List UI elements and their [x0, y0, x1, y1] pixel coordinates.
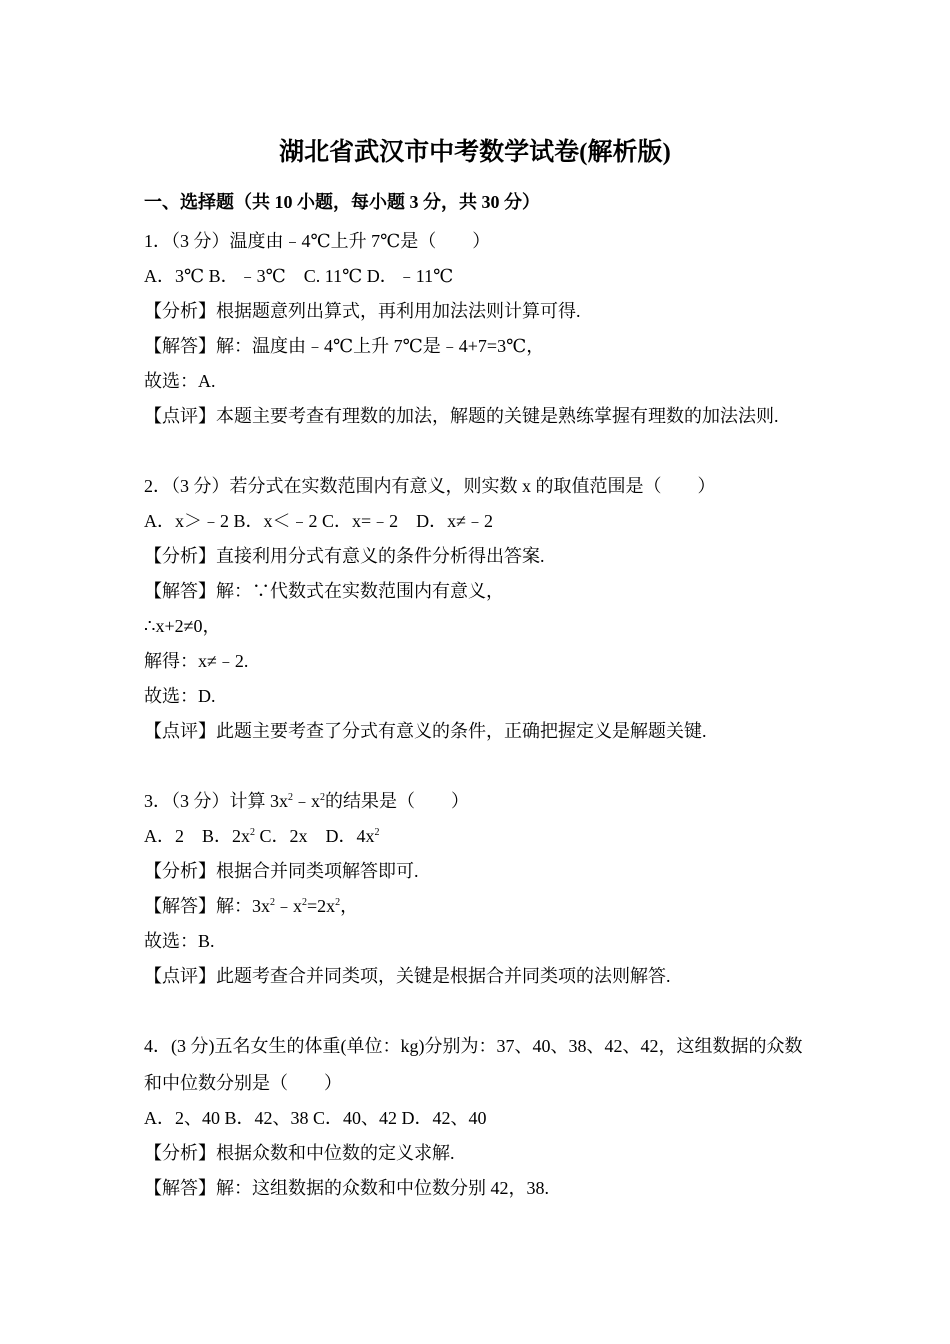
q2-choice: 故选：D.	[144, 686, 216, 706]
q4-options: A．2、40 B．42、38 C．40、42 D．42、40	[144, 1108, 487, 1128]
q3-options: A．2 B．$2x^2$ C．2x D．$4x^2$	[144, 826, 380, 846]
q1-choice: 故选：A.	[144, 371, 216, 391]
q2-analysis: 【分析】直接利用分式有意义的条件分析得出答案.	[144, 546, 545, 566]
q2-answer: 【解答】解：∵代数式在实数范围内有意义，	[144, 581, 504, 601]
document-title: 湖北省武汉市中考数学试卷(解析版)	[279, 139, 671, 166]
q1-comment: 【点评】本题主要考查有理数的加法，解题的关键是熟练掌握有理数的加法法则.	[144, 406, 779, 426]
q2-comment: 【点评】此题主要考查了分式有意义的条件，正确把握定义是解题关键.	[144, 721, 707, 741]
q4-stem-line1: 4．(3 分)五名女生的体重(单位：kg)分别为：37、40、38、42、42，这组数据的众数	[144, 1036, 803, 1056]
q3-comment: 【点评】此题考查合并同类项，关键是根据合并同类项的法则解答.	[144, 966, 671, 986]
q2-options: A．x＞﹣2 B．x＜﹣2 C．x=﹣2 D．x≠﹣2	[144, 511, 494, 531]
q2-stem: 2．（3 分）若分式在实数范围内有意义，则实数 x 的取值范围是（ ）	[144, 476, 716, 496]
q3-choice: 故选：B.	[144, 931, 215, 951]
q4-analysis: 【分析】根据众数和中位数的定义求解.	[144, 1143, 455, 1163]
q1-options: A．3℃ B．﹣3℃ C. 11℃ D．﹣11℃	[144, 266, 454, 286]
q3-stem: 3．（3 分）计算 $3x^2﹣x^2$的结果是（ ）	[144, 791, 469, 811]
q3-analysis: 【分析】根据合并同类项解答即可.	[144, 861, 419, 881]
section-heading: 一、选择题（共 10 小题，每小题 3 分，共 30 分）	[144, 192, 540, 212]
q2-step2: 解得：x≠﹣2.	[144, 651, 249, 671]
q4-stem-line2: 和中位数分别是（ ）	[144, 1073, 342, 1093]
q2-step1: ∴x+2≠0，	[144, 616, 221, 636]
q4-answer: 【解答】解：这组数据的众数和中位数分别 42，38.	[144, 1178, 549, 1198]
q1-answer: 【解答】解：温度由﹣4℃上升 7℃是﹣4+7=3℃，	[144, 336, 545, 356]
q1-stem: 1．（3 分）温度由﹣4℃上升 7℃是（ ）	[144, 231, 491, 251]
q1-analysis: 【分析】根据题意列出算式，再利用加法法则计算可得.	[144, 301, 581, 321]
q3-answer: 【解答】解：$3x^2﹣x^2=2x^2$，	[144, 896, 359, 916]
